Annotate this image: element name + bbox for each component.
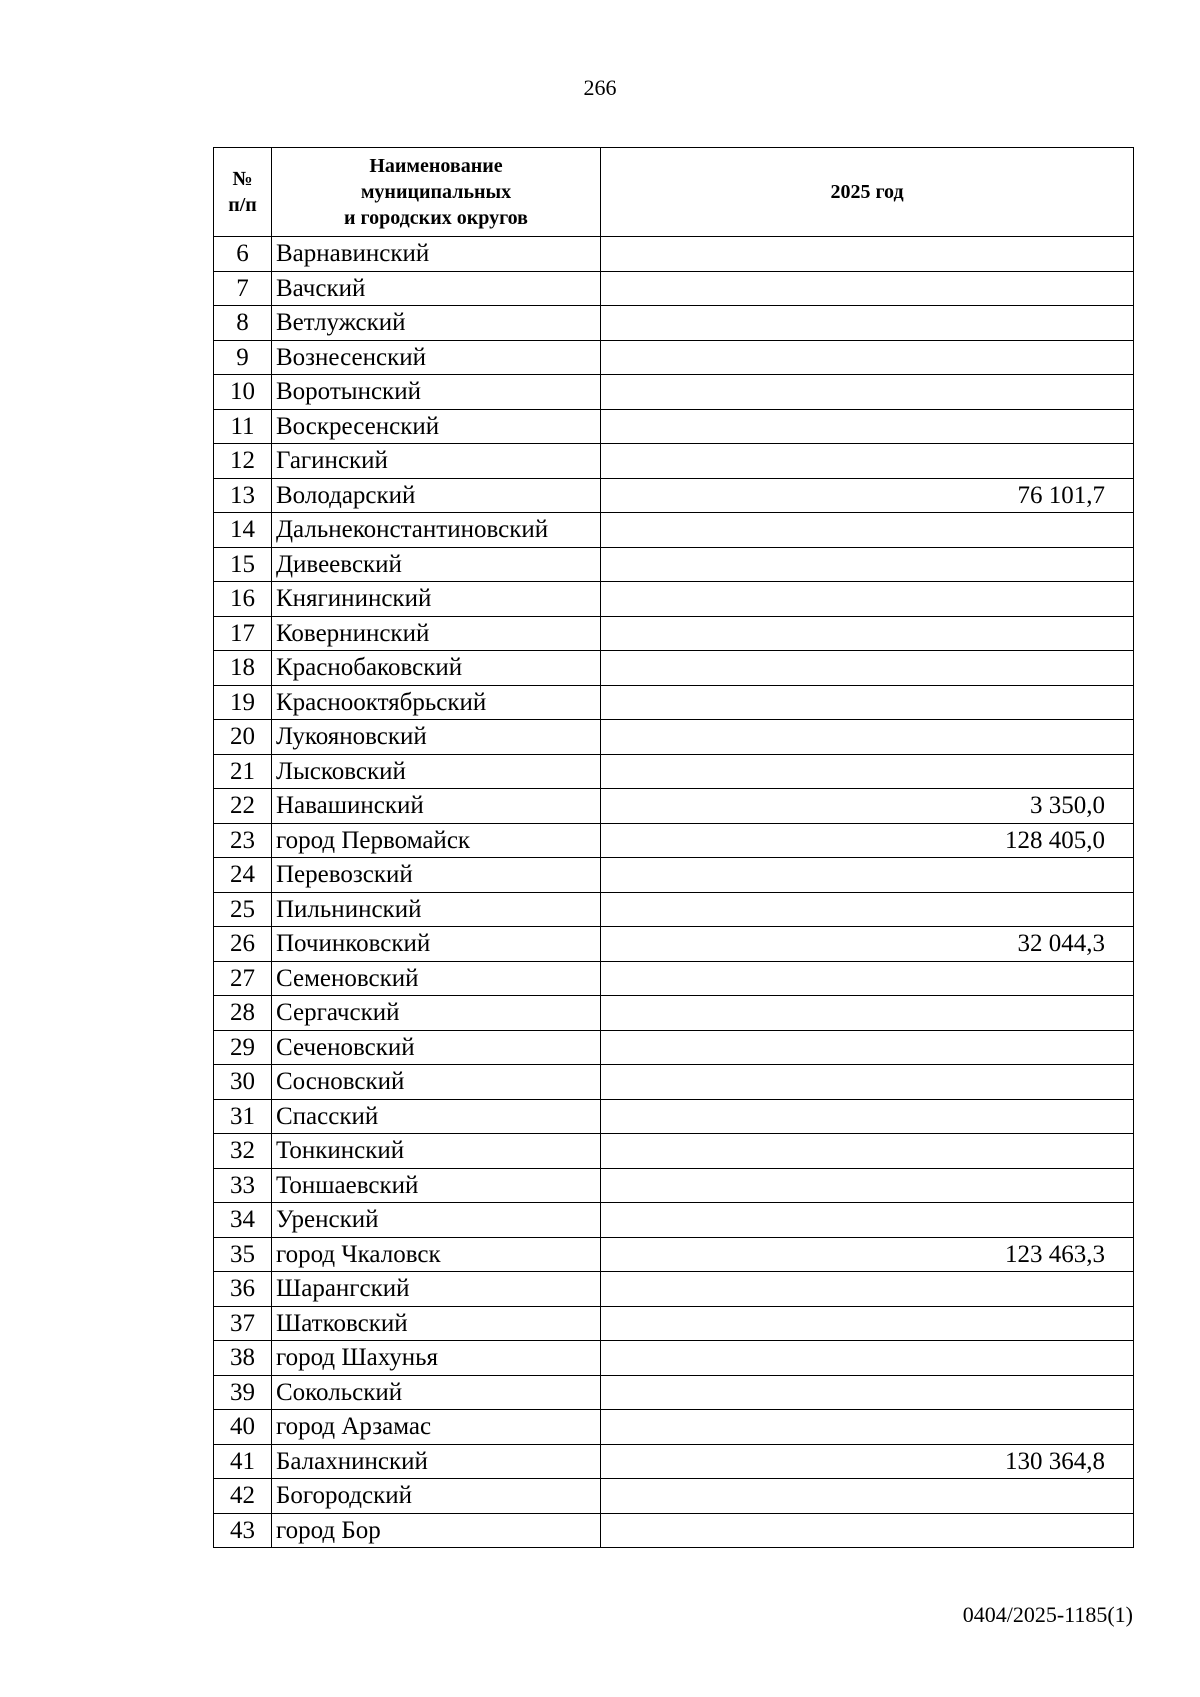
table-row: [214, 1030, 1134, 1065]
document-code: 0404/2025-1185(1): [962, 1602, 1133, 1627]
table-row: [214, 547, 1134, 582]
page-number: 266: [583, 75, 617, 100]
row-value-2025: [601, 582, 1134, 617]
table-row: [214, 616, 1134, 651]
row-value-2025: 76 101,7: [601, 478, 1134, 513]
row-district-name: Краснооктябрьский: [272, 685, 601, 720]
table-row: [214, 478, 1134, 513]
row-district-name: Перевозский: [272, 858, 601, 893]
row-district-name: город Первомайск: [272, 823, 601, 858]
row-value-2025: [601, 1065, 1134, 1100]
table-row: [214, 789, 1134, 824]
row-value-2025: [601, 754, 1134, 789]
row-district-name: Починковский: [272, 927, 601, 962]
row-number: 31: [214, 1099, 272, 1134]
row-value-2025: [601, 1479, 1134, 1514]
row-number: 43: [214, 1513, 272, 1548]
row-number: 25: [214, 892, 272, 927]
row-value-2025: [601, 1410, 1134, 1445]
row-district-name: Шарангский: [272, 1272, 601, 1307]
row-number: 16: [214, 582, 272, 617]
table-row: [214, 306, 1134, 341]
row-value-2025: [601, 858, 1134, 893]
row-value-2025: [601, 1203, 1134, 1238]
row-number: 33: [214, 1168, 272, 1203]
row-district-name: Лукояновский: [272, 720, 601, 755]
table-row: [214, 375, 1134, 410]
row-district-name: Навашинский: [272, 789, 601, 824]
row-value-2025: [601, 961, 1134, 996]
row-value-2025: 130 364,8: [601, 1444, 1134, 1479]
table-row: [214, 685, 1134, 720]
table-row: [214, 1513, 1134, 1548]
row-district-name: Ветлужский: [272, 306, 601, 341]
row-number: 18: [214, 651, 272, 686]
row-number: 15: [214, 547, 272, 582]
table-row: [214, 237, 1134, 272]
row-value-2025: 3 350,0: [601, 789, 1134, 824]
row-district-name: Вознесенский: [272, 340, 601, 375]
row-value-2025: [601, 996, 1134, 1031]
row-district-name: Вачский: [272, 271, 601, 306]
row-number: 29: [214, 1030, 272, 1065]
row-value-2025: [601, 306, 1134, 341]
row-district-name: город Шахунья: [272, 1341, 601, 1376]
row-value-2025: [601, 237, 1134, 272]
row-number: 36: [214, 1272, 272, 1307]
row-district-name: Уренский: [272, 1203, 601, 1238]
row-value-2025: [601, 1513, 1134, 1548]
row-number: 27: [214, 961, 272, 996]
row-number: 38: [214, 1341, 272, 1376]
row-value-2025: [601, 375, 1134, 410]
table-row: [214, 754, 1134, 789]
row-number: 12: [214, 444, 272, 479]
row-district-name: Ковернинский: [272, 616, 601, 651]
row-district-name: Тонкинский: [272, 1134, 601, 1169]
row-value-2025: [601, 1134, 1134, 1169]
table-row: [214, 340, 1134, 375]
table-row: [214, 892, 1134, 927]
row-value-2025: [601, 720, 1134, 755]
table-row: [214, 582, 1134, 617]
row-value-2025: [601, 1375, 1134, 1410]
row-district-name: город Арзамас: [272, 1410, 601, 1445]
table-header: [214, 148, 1134, 237]
row-district-name: Сеченовский: [272, 1030, 601, 1065]
row-district-name: город Бор: [272, 1513, 601, 1548]
row-value-2025: 128 405,0: [601, 823, 1134, 858]
row-number: 20: [214, 720, 272, 755]
row-district-name: Дивеевский: [272, 547, 601, 582]
row-district-name: Тоншаевский: [272, 1168, 601, 1203]
row-district-name: Пильнинский: [272, 892, 601, 927]
table-row: [214, 1341, 1134, 1376]
table-row: [214, 1237, 1134, 1272]
row-number: 14: [214, 513, 272, 548]
table-row: [214, 1306, 1134, 1341]
row-value-2025: 123 463,3: [601, 1237, 1134, 1272]
row-district-name: Краснобаковский: [272, 651, 601, 686]
row-value-2025: [601, 1030, 1134, 1065]
row-district-name: Воскресенский: [272, 409, 601, 444]
row-district-name: Варнавинский: [272, 237, 601, 272]
districts-table-container: [213, 147, 1133, 1548]
row-district-name: Сокольский: [272, 1375, 601, 1410]
table-row: [214, 720, 1134, 755]
table-row: [214, 858, 1134, 893]
row-number: 19: [214, 685, 272, 720]
row-number: 17: [214, 616, 272, 651]
table-row: [214, 961, 1134, 996]
row-number: 7: [214, 271, 272, 306]
table-row: [214, 927, 1134, 962]
row-number: 21: [214, 754, 272, 789]
header-district-name: Наименование муниципальных и городских округов: [272, 148, 601, 237]
row-number: 24: [214, 858, 272, 893]
row-district-name: Сергачский: [272, 996, 601, 1031]
table-row: [214, 271, 1134, 306]
row-district-name: Сосновский: [272, 1065, 601, 1100]
table-row: [214, 1272, 1134, 1307]
row-value-2025: [601, 685, 1134, 720]
row-number: 30: [214, 1065, 272, 1100]
table-body: [214, 237, 1134, 1548]
table-row: [214, 513, 1134, 548]
row-value-2025: [601, 409, 1134, 444]
row-value-2025: [601, 1306, 1134, 1341]
row-number: 34: [214, 1203, 272, 1238]
table-row: [214, 1168, 1134, 1203]
table-row: [214, 1134, 1134, 1169]
row-district-name: Балахнинский: [272, 1444, 601, 1479]
row-district-name: Богородский: [272, 1479, 601, 1514]
row-number: 9: [214, 340, 272, 375]
row-value-2025: 32 044,3: [601, 927, 1134, 962]
row-district-name: Шатковский: [272, 1306, 601, 1341]
row-value-2025: [601, 892, 1134, 927]
row-value-2025: [601, 1272, 1134, 1307]
row-value-2025: [601, 1099, 1134, 1134]
row-number: 35: [214, 1237, 272, 1272]
row-number: 22: [214, 789, 272, 824]
row-value-2025: [601, 271, 1134, 306]
row-value-2025: [601, 340, 1134, 375]
row-value-2025: [601, 616, 1134, 651]
row-number: 11: [214, 409, 272, 444]
header-number: № п/п: [214, 148, 272, 237]
row-district-name: Княгининский: [272, 582, 601, 617]
row-district-name: Воротынский: [272, 375, 601, 410]
table-row: [214, 1099, 1134, 1134]
row-number: 10: [214, 375, 272, 410]
table-row: [214, 1203, 1134, 1238]
districts-table: [213, 147, 1134, 1548]
row-number: 8: [214, 306, 272, 341]
row-number: 42: [214, 1479, 272, 1514]
table-row: [214, 1065, 1134, 1100]
row-district-name: Спасский: [272, 1099, 601, 1134]
table-row: [214, 1479, 1134, 1514]
row-value-2025: [601, 651, 1134, 686]
row-number: 23: [214, 823, 272, 858]
row-number: 26: [214, 927, 272, 962]
row-district-name: Гагинский: [272, 444, 601, 479]
row-value-2025: [601, 444, 1134, 479]
row-number: 32: [214, 1134, 272, 1169]
row-number: 6: [214, 237, 272, 272]
row-district-name: Володарский: [272, 478, 601, 513]
row-number: 39: [214, 1375, 272, 1410]
table-row: [214, 1444, 1134, 1479]
table-header-row: [214, 148, 1134, 237]
table-row: [214, 1375, 1134, 1410]
row-number: 28: [214, 996, 272, 1031]
row-district-name: Семеновский: [272, 961, 601, 996]
row-value-2025: [601, 1341, 1134, 1376]
row-district-name: Лысковский: [272, 754, 601, 789]
table-row: [214, 444, 1134, 479]
row-number: 37: [214, 1306, 272, 1341]
row-value-2025: [601, 513, 1134, 548]
row-value-2025: [601, 1168, 1134, 1203]
table-row: [214, 651, 1134, 686]
row-district-name: Дальнеконстантиновский: [272, 513, 601, 548]
table-row: [214, 996, 1134, 1031]
row-number: 13: [214, 478, 272, 513]
table-row: [214, 823, 1134, 858]
table-row: [214, 409, 1134, 444]
table-row: [214, 1410, 1134, 1445]
row-number: 41: [214, 1444, 272, 1479]
row-number: 40: [214, 1410, 272, 1445]
row-value-2025: [601, 547, 1134, 582]
header-year-2025: 2025 год: [601, 148, 1134, 237]
row-district-name: город Чкаловск: [272, 1237, 601, 1272]
